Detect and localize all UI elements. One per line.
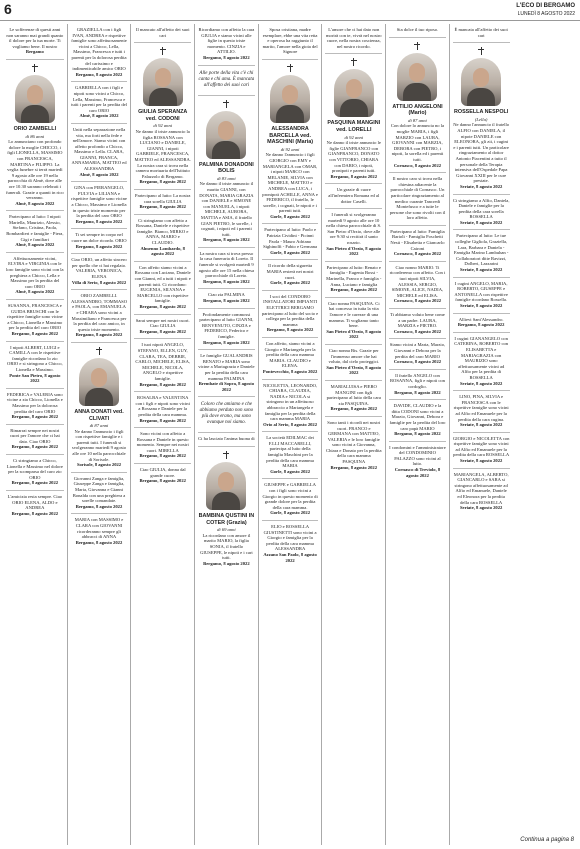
cross-icon — [223, 100, 229, 108]
cross-icon — [223, 451, 229, 459]
condolence-notice — [71, 473, 128, 515]
notice-signature: Seriate, 8 agosto 2022 — [459, 422, 503, 428]
notice-text: Sono tanti i ricordi nei nostri cuori. FRANCO e GERMANA con MATTEO, VALERIA e le loro famiglie sono vicini a Giovanna, Chiara e Donato per la perdita della cara mamma PASQUINA — [326, 419, 382, 465]
obituary-notice — [198, 96, 255, 248]
notice-text: I condomini e l'amministratore del CONDOMINIO PALAZZO sono vicini al lutto. — [389, 444, 446, 467]
condolence-notice — [71, 290, 128, 343]
notice-quote: Alle porte della vita c'è chi canta e chi ama. È mancata all'affetto dei suoi cari — [198, 70, 255, 88]
cross-icon — [414, 42, 420, 50]
notice-signature: Cornasco, 8 agosto 2022 — [393, 328, 442, 334]
notice-text: Sia dolce il tuo riposo. — [396, 27, 439, 32]
notice-signature: Bergamo, 8 agosto 2022 — [394, 431, 441, 437]
condolence-notice — [198, 397, 255, 433]
condolence-notice — [389, 370, 446, 400]
condolence-notice — [262, 24, 319, 60]
condolence-notice — [453, 469, 510, 515]
portrait-photo — [334, 69, 374, 117]
notice-text: La ricordano con amore il marito MARIO, la figlia SONIA, il fratello GIUSEPPE, le nipoti e i cari tutti. — [200, 532, 253, 561]
notice-text: Il nostro caro si trova nella chiesina adiacente la parrocchiale di Cornasco. Un particolare ringraziamento al medico curante Tancredi Montefusco e a tutte le persone che sono rivolti con il loro affetto. — [389, 176, 446, 221]
deceased-age: di 92 anni — [344, 134, 364, 140]
obituary-notice — [198, 447, 255, 570]
condolence-notice — [6, 389, 64, 425]
notice-text: Ciao nonna PASQUINA. Ci hai concesso in tutta la vita l'amore e le carezze di una mamma. Ti vogliamo tanto bene. — [327, 300, 380, 329]
notice-signature: Almè, 8 agosto 2022 — [15, 289, 55, 295]
portrait-photo — [461, 58, 501, 106]
notice-text: Partecipano al lutto: I nipoti Mariella, Maurizio, Alessio, Stefano, Cristina, Paola, Bombardieri e famiglie - Piera, Gigi e familiari — [6, 214, 64, 242]
condolence-notice — [134, 24, 191, 43]
notice-signature: Bergamo, 8 agosto 2022 — [330, 173, 377, 179]
notice-signature: Seriate, 8 agosto 2022 — [459, 458, 503, 464]
condolence-notice — [389, 339, 446, 369]
notice-text: NICOLETTA, LEONARDO, CHIARA, CLAUDIA, NADIA e NICOLA si stringono in un affettuoso abbraccio a Mariangela e famiglia per la perdita della cara mamma MARIA — [263, 382, 318, 422]
notice-text: LINO, PINA, SILVIA e FRANCESCA con le rispettive famiglie sono vicini ad Alfio ed Emanuele per la perdita della cara cugina. — [453, 394, 509, 422]
notice-signature: Bergamo, 8 agosto 2022 — [75, 503, 123, 509]
notice-text: L'amicizia resta sempre. Ciao ORIO ELENA, ALDO e ANDREA — [7, 494, 63, 511]
condolence-notice — [325, 24, 382, 54]
notice-signature: Gorle, 8 agosto 2022 — [270, 468, 310, 474]
notice-text: Ciao ORIO, un affetto sincero per quello che ci hai regalato. VALERIA, VERONICA, ELENA — [71, 257, 127, 279]
column-8 — [449, 24, 513, 845]
newspaper-name: L'ECO DI BERGAMO — [516, 3, 575, 9]
condolence-notice — [453, 391, 510, 433]
condolence-notice — [6, 491, 64, 520]
condolence-notice — [6, 425, 64, 455]
cross-icon — [32, 64, 38, 72]
notice-text: Sarai sempre nei nostri cuori. Ciao GIULIA — [135, 317, 190, 329]
portrait-photo — [397, 53, 437, 101]
condolence-notice — [134, 190, 191, 215]
notice-text: Ciao nonno MARIO. Ti ricorderemo con affetto. Con i tuoi nipoti SILVIA, ALESSIA, SERGIO, SIMONE, ALICE, NADIA, MICHELE ed ELISA. — [389, 264, 446, 298]
condolence-notice — [325, 381, 382, 417]
condolence-notice — [262, 224, 319, 260]
notice-signature: San Pietro d'Orzio, 8 agosto 2022 — [326, 328, 382, 340]
continued-note: Continua a pagina 8 — [520, 837, 574, 843]
notice-text: I cugini ANGELO, MARIA, ROBERTO, GIUSEPPE e ANTONELLA con rispettive famiglie ricordano Rossella. — [454, 280, 508, 303]
notice-text: Ne danno l'annuncio i figli con rispettive famiglie e i parenti tutti. I funerali si svolgeranno martedì 9 agosto alle ore 10 nella parrocchiale di Sorisole. — [71, 428, 127, 462]
notice-signature: Ponte San Pietro, 8 agosto 2022 — [9, 372, 61, 384]
notice-text: La società EDILMAC dei F.LLI MACCARELLI, partecipa al lutto della famiglia Maschini per la perdita della cara mamma MARIA — [266, 435, 314, 469]
condolence-notice — [325, 184, 382, 209]
column-1 — [3, 24, 67, 845]
obituary-notice — [6, 60, 64, 211]
condolence-notice — [134, 315, 191, 340]
condolence-notice — [262, 479, 319, 521]
condolence-notice — [71, 124, 128, 182]
portrait-photo — [270, 75, 310, 123]
notice-signature: Bergamo, 8 agosto 2022 — [11, 444, 59, 450]
notice-signature: Seriate, 8 agosto 2022 — [459, 219, 503, 225]
condolence-notice — [325, 209, 382, 262]
notice-text: Allievi Sant'Alessandro. — [458, 316, 504, 322]
notice-text: SUSANNA, FRANCESCA e GUIDA BRUSCHI con le rispettive famiglie sono vicine a Chicco, Lionella e Massimo per la perdita del caro ORIO — [6, 303, 63, 331]
notice-signature: Bergamo, 8 agosto 2022 — [203, 278, 250, 284]
notice-text: MARIA con MASSIMO e CLARA con GIOVANNI ricorderanno sempre gli abbracci di ANNA — [74, 517, 124, 540]
deceased-name: GIULIA SPERANZA ved. CODONI — [138, 109, 188, 122]
notice-text: Ciao GIULIA, donna dal grande cuore. — [139, 467, 186, 478]
condolence-notice — [453, 333, 510, 391]
deceased-age: di 92 anni — [153, 123, 173, 129]
notice-signature: Bergamo, 8 agosto 2022 — [139, 179, 186, 185]
deceased-age: di 69 anni — [217, 527, 236, 533]
column-3 — [130, 24, 194, 845]
notice-text: Ciao zia PALMINA — [207, 292, 245, 298]
condolence-notice — [71, 182, 128, 229]
notice-text: Ne danno l'annuncio i figli GIORGIO con EMY e MARIANGELA con OMAR, i nipoti MARCO con MELANIE, SILVIA con MICHELE, MATTEO e ANDREA con LUCA, i pronipoti ACHILLE, ANNA e FEDERICO, il fratello, le sorelle, i cognati, le nipoti e i parenti tutti. — [262, 152, 318, 214]
portrait-photo — [206, 462, 246, 510]
deceased-name: ALESSANDRA BARCELLA ved. MASCHINI (Maria) — [267, 125, 313, 146]
notice-text: Il ricordo della sigaretta MARIA resterà nei nostri cuori. — [266, 263, 314, 280]
notice-text: Partecipano al lutto: Le tue colleghe Gigliola, Graziella, Lara, Barbara e Daniela - Famiglia Marino Lambuhan - Collaboratori ditte Ravizzi, Dolberi, Lazzarini — [453, 233, 509, 267]
condolence-notice — [6, 342, 64, 389]
notice-text: Le famiglie GUALANDRIS BENATO e MARIA sono vicine a Mariagrazia e Daniele per la perdita della cara mamma PALMINA — [198, 353, 255, 381]
notice-signature: Seriate, 8 agosto 2022 — [459, 303, 503, 308]
notice-signature: Almè, 8 agosto 2022 — [79, 113, 119, 119]
notice-text: È mancata all'affetto dei suoi cari — [454, 27, 508, 38]
deceased-name: ATTILIO ANGELONI (Mario) — [392, 103, 443, 117]
notice-signature: Seriate, 8 agosto 2022 — [459, 267, 503, 273]
notice-signature: Almè, 8 agosto 2022 — [15, 242, 55, 248]
cross-icon — [478, 47, 484, 55]
notice-quote: Coloro che amiamo e che abbiamo perduto non sono più dove erano, ma sono ovunque noi siamo. — [199, 402, 254, 426]
notice-signature: Bergamo, 8 agosto 2022 — [139, 453, 186, 459]
notice-text: Ne danno il triste annuncio la figlia ROSSANA con LUCIANO e DANIELE, GIANNI, i nipoti GABRIELE, FRANCESCA, MATTEO ed ALESSANDRA. La nostra cara si trova nella camera mortuaria dell'Istituto Palazzolo di Bergamo. — [134, 128, 191, 179]
notice-signature: Seriate, 8 agosto 2022 — [459, 505, 503, 511]
notice-signature: Cornasco di Treviolo, 8 agosto 2022 — [394, 467, 441, 478]
notice-text: ROSALBA e VALENTINA con i figli e nipoti sono vicini a Rossana e Daniele per la perdita della cara mamma. — [135, 395, 190, 417]
condolence-notice — [6, 253, 64, 300]
notice-signature: Bergamo, 8 agosto 2022 — [11, 414, 59, 420]
notice-signature: Brembate di Sopra, 8 agosto 2022 — [198, 381, 255, 392]
notice-text: MARIALUISA e PIERO MANGINI con figli partecipano al lutto della cara zia PASQUINA. — [326, 383, 381, 406]
deceased-age: di 87 anni — [408, 117, 427, 123]
condolence-notice — [389, 442, 446, 483]
column-6 — [321, 24, 385, 845]
condolence-notice — [71, 82, 128, 124]
portrait-photo — [15, 75, 55, 123]
condolence-notice — [453, 433, 510, 469]
condolence-notice — [134, 428, 191, 464]
notice-signature: Bergamo, 8 agosto 2022 — [75, 243, 123, 249]
notice-signature: Cornasco, 8 agosto 2022 — [393, 298, 442, 304]
notice-signature: Cornasco, 8 agosto 2022 — [393, 359, 442, 365]
deceased-name: BAMBINA QUSTINI IN COTER (Grazia) — [198, 512, 255, 526]
notice-signature: Bergamo, 8 agosto 2022 — [139, 478, 186, 484]
notice-text: Ci ha lasciato l'anima buona di — [198, 436, 255, 442]
notice-signature: Bergamo, 8 agosto 2022 — [330, 464, 377, 470]
notice-text: Partecipano al lutto: La nostra cara sorella GIULIA — [135, 192, 191, 204]
condolence-notice — [325, 417, 382, 474]
obituary-notice — [262, 60, 319, 225]
notice-text: Ricordiamo con affetto la cara GIULIA e siamo vicini alle figlie in questo triste momento. CINZIA e ATTILIO. — [198, 27, 255, 55]
notice-signature: Bergamo, 8 agosto 2022 — [139, 328, 186, 334]
notice-signature: Bergamo, 8 agosto 2022 — [139, 304, 186, 309]
notice-signature: Seriate, 8 agosto 2022 — [459, 183, 503, 189]
cross-icon — [160, 47, 166, 55]
condolence-notice — [389, 309, 446, 339]
notice-signature: Bergamo, 8 agosto 2022 — [139, 381, 186, 387]
notice-text: Ti sei sempre in corpo nel cuore un dolce ricordo. ORIO — [71, 232, 127, 243]
notice-signature: Sorisole, 8 agosto 2022 — [76, 462, 122, 468]
notice-signature: Bergamo, 8 agosto 2022 — [11, 510, 59, 516]
page-number: 6 — [4, 1, 12, 17]
deceased-age: di 83 anni — [217, 175, 236, 181]
condolence-notice — [134, 392, 191, 428]
condolence-notice — [71, 24, 128, 82]
notice-text: GRAZIELLA con i figli IVAN, ANDREA e rispettive famiglie sono affettuosamente vicini a Chicco, Lella, Massimo, Francesca e tutti i parenti per la dolorosa perdita del carissimo e indimenticabile amico ORIO — [71, 27, 127, 72]
obituary-notice — [134, 43, 191, 190]
notice-text: Profondamente commossi partecipano al lutto GIANNI, BENVENUTO, CINZIA e FEDERICO, Federico e famiglie. — [199, 311, 254, 339]
condolence-notice — [71, 229, 128, 254]
portrait-photo — [79, 358, 119, 406]
condolence-notice — [6, 300, 64, 342]
notice-text: Uniti nella separazione nella vita, ma forti nella fede e nell'amore. Siamo vicini con affetto profondo a Chicco, Massimo e Lella. CLARA, GIANNI, FRANCA, ANNAMARIA, MATTEO ed ALESSANDRA — [71, 126, 127, 172]
deceased-name: ANNA DONATI ved. CLIVATI — [74, 408, 124, 422]
notice-signature: Bergamo, 8 agosto 2022 — [75, 71, 123, 77]
column-4 — [194, 24, 258, 845]
notice-signature: Bergamo, 8 agosto 2022 — [139, 417, 186, 423]
notice-text: Lo annunciano con profondo dolore la moglie CHICCO, i figli LIONELLA, MASSIMO con FRANCESCA, MARTINA e FILIPPO. La veglia funebre si terrà martedì 9 agosto alle ore 19 nella parrocchia di Almè, dove alle ore 10.30 saranno celebrati i funerali. Grazie a quanti in rico verranno. — [6, 139, 64, 201]
condolence-notice — [262, 338, 319, 380]
notice-signature: Gorle, 8 agosto 2022 — [270, 280, 310, 286]
column-7 — [385, 24, 449, 845]
notice-signature: Almè, 8 agosto 2022 — [15, 200, 55, 206]
notice-text: Un grazie di cuore all'infermiera Romana ed al dottor Caselli. — [328, 187, 380, 204]
page-header — [0, 0, 580, 21]
notice-signature: Gorle, 8 agosto 2022 — [270, 213, 310, 219]
notice-signature: Bergamo, 8 agosto 2022 — [203, 54, 250, 60]
obituary-notice — [453, 43, 510, 194]
notice-text: Sono vicini con affetto a Rossana e Daniele in questo momento. Sempre nei nostri cuori. MIRELLA — [136, 431, 189, 453]
notice-text: I nipoti ALBERT, LUIGI e CAMILLA con le rispettive famiglie ricordano lo zio ORIO e si stringono a Chicco, Lionella e Massimo. — [7, 344, 63, 372]
condolence-notice — [389, 173, 446, 226]
deceased-name: ORIO ZAMBELLI — [13, 125, 57, 132]
column-2 — [67, 24, 131, 845]
obituary-notice — [389, 38, 446, 174]
condolence-notice — [262, 521, 319, 567]
notice-signature: Almè, 8 agosto 2022 — [79, 171, 119, 177]
condolence-notice — [6, 24, 64, 60]
notice-text: I cugini GIANANGELO con CATERINA, ROBERTO con ELISABETTA e MARIAGRAZIA con MAURIZIO sono affettuosamente vicini ad Alfio per la perdita di ROSSELLA — [454, 335, 509, 380]
notice-text: DAVIDE, CLAUDIO e la ditta CODONI sono vicini a Marzio, Giovanni, Debora e famiglie per la perdita del loro caro papà MARIO — [389, 403, 446, 431]
portrait-photo — [206, 111, 246, 159]
notice-text: L'amore che ci hai dato non morirà con te, vivrà nel nostro cuore, nella nostra coscienza, nel nostro ricordo. — [325, 27, 382, 49]
newspaper-masthead — [516, 2, 575, 18]
notice-signature: Bergamo, 8 agosto 2022 — [203, 339, 250, 345]
notice-text: Il fratello ANGELO con ROSANNA, figli e nipoti con cordoglio. — [389, 372, 445, 389]
notice-signature: Bergamo — [25, 49, 44, 55]
deceased-age: di 87 anni — [89, 423, 109, 429]
notice-signature: Orio al Serio, 8 agosto 2022 — [263, 421, 318, 427]
condolence-notice — [198, 248, 255, 290]
notice-text: Siamo vicini a Maria, Marzio, Giovanni e Debora per la perdita del caro MARIO — [389, 342, 446, 359]
cross-icon — [287, 64, 293, 72]
notice-signature: Bergamo, 8 agosto 2022 — [75, 218, 123, 224]
notice-signature: Gorle, 8 agosto 2022 — [270, 510, 310, 516]
notice-text: ORIO ZAMBELLI. ALESSANDRO, TOMMASO e PAOLA, con EMANUELA e CHIARA sono vicini a Massimiliano e Francesca per la perdita del caro amico, in questo triste momento. — [71, 293, 128, 332]
condolence-notice — [71, 254, 128, 290]
notice-text: I tuoi nipoti ANGELO, STEFANO, ELLEN, GUY, CLARA, TEA, DEBBIE, CARLO, MICHELE, ELISA, MICHELE, NICOLA, ANGELO e rispettive famiglie. — [135, 342, 191, 381]
condolence-notice — [134, 262, 191, 315]
notice-signature: Almenno Lombardo, 8 agosto 2022 — [140, 245, 185, 257]
notice-text: Ci stringiamo a Alfio, Daniela, Daniele e famiglie per la perdita della cara sorella ROSSELLA — [452, 197, 510, 220]
condolence-notice — [134, 464, 191, 488]
issue-date: LUNEDÌ 8 AGOSTO 2022 — [517, 11, 575, 17]
notice-text: Partecipano al lutto: Paolo e Patrizia Cividini - Picinni Paola - Mauro Adriano Sighinolfi - Fabio e Germana — [263, 227, 318, 250]
notice-text: MARIANGELA, ALBERTO, GIANCARLO e SARA si stringono affettuosamente ad Alfio ed Emanuele, Daniele ed Eleonora per la perdita della cara ROSSELLA — [453, 471, 509, 505]
condolence-notice — [453, 278, 510, 314]
deceased-name: PALMINA DONADONI BOLIS — [199, 161, 254, 175]
notice-text: I funerali si svolgeranno martedì 9 agosto alle ore 10 nella chiesa parrocchiale di S. San Pietro d'Orzio, dove alle ore 9:30 si recitirà il santo rosario. — [326, 212, 382, 246]
condolence-notice — [134, 339, 191, 392]
condolence-notice — [389, 400, 446, 442]
condolence-notice — [6, 211, 64, 253]
deceased-age: di 86 anni — [25, 133, 45, 139]
notice-text: Ne danno l'annuncio il fratello ALFIO con DANIELA, il nipote DANIELE con ELEONORA, gli zii, i cugini e i parenti tutti. Un particolare ringraziamento al dottor Antonio Piacentini a tutto il personale della Terapia intensiva dell'Ospedale Papa Giovanni XXIII per le cure prestate. — [453, 122, 510, 184]
notice-text: Giovanni Zanga e famiglia, Giuseppe Zanga e famiglia, Maria, Giovanna e Gianni Bonalda con una preghiera a sorelle comandate. — [72, 475, 126, 504]
notice-signature: Bergamo, 8 agosto 2022 — [394, 389, 441, 395]
condolence-notice — [198, 350, 255, 397]
notice-signature: San Pietro d'Orzio, 8 agosto 2022 — [326, 364, 382, 376]
notice-text: Con affetto siamo vicini a Rossana con Luciano, Daniele con Gianni, ed a tutti i nipoti e parenti tutti. Ci ricordano: EUGENIA, SILVANA e MARCELLO con rispettive famiglie. — [134, 264, 191, 304]
condolence-notice — [262, 291, 319, 338]
notice-signature: Bergamo, 8 agosto 2022 — [457, 322, 505, 328]
notice-text: GIUSEPPE e GABRIELLA con i figli sono vicini a Giorgio in questo momento di grande dolore per la perdita della cara mamma. — [262, 482, 318, 510]
cross-icon — [96, 347, 102, 355]
condolence-notice — [198, 289, 255, 308]
notice-text: GINA con PIERANGELO, FULVIA e LILIANA e rispettive famiglie sono vicine a Chicco, Massimo e Lionella in questo triste momento per la perdita del caro ORIO — [71, 185, 127, 219]
obituary-notice — [71, 343, 128, 473]
notice-text: Ne danno il triste annuncio il marito GIANNI, con DONATA, MARIA GRAZIA con DANIELE e SIMONE con MANUELA, i nipoti MICHELE, AURORA, MATTIA e ASIA, il fratello GIAN PIETRO, le sorelle, i cognati, i nipoti ed i parenti tutti. — [199, 181, 254, 237]
notice-text: Ti abbiamo voluto bene come a un padre. LAURA, MARZIA e PIETRO. — [390, 312, 445, 329]
notice-signature: Bergamo, 8 agosto 2022 — [75, 539, 123, 545]
condolence-notice — [389, 24, 446, 38]
notice-text: FEDERICA e VALERIA sono vicine a zia Chicco, Lionella e Massimo per la dolorosa perdita del caro ORIO — [6, 391, 63, 414]
condolence-notice — [198, 433, 255, 447]
deceased-age: (Lella) — [474, 116, 488, 122]
notice-text: Partecipano al lutto: Renato e famiglia - Eugenia Bossi - Marinella, Franco e famiglia - Anna, Luciano e famiglia — [326, 264, 382, 287]
notice-text: Affettuosamente vicini, ELVIRA e VIRGINIA con le loro famiglie sono vicini con la preghiera a Chicco, Lella e Massimo per la perdita del caro ORIO — [6, 255, 64, 289]
notice-text: La nostra cara si trova presso la casa funeraria di Loreto. Il funerale si svolgerà martedì 9 agosto alle ore 15 nella chiesa parrocchiale di Loreto. — [198, 250, 255, 279]
notice-signature: San Pietro d'Orzio, 8 agosto 2022 — [326, 245, 382, 257]
condolence-notice — [262, 380, 319, 433]
condolence-notice — [325, 298, 382, 345]
notice-text: Ne danno il triste annuncio le figlie GIANFRANCO con GIANFRANCO, DONATO con VITTORIO, CHIARA con DARIO, i nipoti, pronipoti e parenti tutti. — [326, 140, 381, 174]
condolence-notice — [198, 309, 255, 351]
condolence-notice — [389, 226, 446, 262]
condolence-notice — [6, 455, 64, 491]
notice-signature: Bergamo, 8 agosto 2022 — [11, 480, 59, 486]
notice-signature: Gorle, 8 agosto 2022 — [270, 249, 310, 255]
obituary-notice — [325, 54, 382, 184]
cross-icon — [351, 58, 357, 66]
condolence-notice — [71, 514, 128, 549]
condolence-notice — [453, 195, 510, 231]
notice-signature: Seriate, 8 agosto 2022 — [459, 380, 503, 386]
notice-signature: Bergamo, 8 agosto 2022 — [139, 204, 186, 210]
deceased-name: PASQUINA MANGINI ved. LORELLI — [327, 120, 381, 133]
notice-signature: Cornasco, 8 agosto 2022 — [393, 162, 442, 168]
notice-signature: Bergamo, 8 agosto 2022 — [330, 406, 377, 412]
notice-text: Con affetto, siamo vicini a Giorgio e Mariangela per la perdita della cara mamma MARIA. CLAUDIO e ELENA. — [264, 340, 316, 369]
deceased-name: ROSSELLA NESPOLI — [454, 109, 509, 116]
notice-signature: Bergamo, 8 agosto 2022 — [75, 332, 123, 338]
condolence-notice — [453, 24, 510, 43]
notice-signature: Azzano San Paolo, 8 agosto 2022 — [263, 551, 317, 563]
notice-text: Ci stringiamo a Chicco, Lionella e Massimo nel dolore per la scomparsa del caro zio ORIO — [6, 458, 63, 480]
column-5 — [258, 24, 322, 845]
condolence-notice — [325, 345, 382, 381]
notice-signature: Bergamo, 8 agosto 2022 — [203, 560, 250, 566]
notice-text: GIORGIO e NICOLETTA con rispettive famiglie sono vicini ad Alfio ed Emanuele per la perdita della cara ROSSELLA — [452, 435, 510, 458]
notice-signature: Villa di Serio, 8 agosto 2022 — [71, 279, 127, 285]
notice-text: Con dolore lo annuncia no la moglie MARIA, i figli MARZIO con LAURA, GIOVANNI con MARZIA, DEBORA con PIETRO, i nipoti, la sorella ed i parenti tutti. — [390, 123, 445, 162]
notice-signature: Bergamo, 8 agosto 2022 — [203, 298, 250, 304]
notice-text: Sposa cristiana, madre esemplare, ebbe una vita retta e operosa ha raggiunto il marito, l'amore nella gioia del Signore — [262, 27, 318, 55]
obituary-columns — [3, 24, 577, 845]
notice-text: Il mancato all'affetto dei suoi cari — [135, 27, 190, 38]
condolence-notice — [198, 66, 255, 96]
condolence-notice — [262, 260, 319, 290]
notice-signature: Bergamo, 8 agosto 2022 — [330, 287, 377, 293]
notice-text: I soci del CONDORO INSTALLATORI IMPIANTI ELETTRICI BERGAMO partecipano al lutto del socio e collega per la perdita della mamma — [261, 293, 319, 327]
portrait-photo — [143, 58, 183, 106]
condolence-notice — [325, 262, 382, 298]
condolence-notice — [389, 262, 446, 309]
condolence-notice — [134, 215, 191, 262]
notice-text: GABRIELLA con i figli e nipoti sono vicini a Chicco, Lella, Massimo, Francesca e tutti i parenti per la perdita del caro ORIO — [71, 85, 127, 113]
notice-text: Partecipano al lutto: Famiglia Barioli - Famiglia Foschetti Nesti - Elisabetta e Giancarlo Caironi — [390, 228, 445, 251]
notice-signature: Cornasco, 8 agosto 2022 — [393, 251, 442, 257]
notice-text: Ciao nonna Bis. Grazie per l'immenso amore che hai voluto, dal cielo proteggici. — [328, 347, 380, 365]
notice-signature: Bergamo, 8 agosto 2022 — [11, 330, 59, 336]
notice-text: Rimarrai sempre nei nostri cuori per l'amore che ci hai dato. Ciao ORIO — [9, 427, 60, 444]
condolence-notice — [453, 230, 510, 277]
notice-text: Ci stringiamo con affetto a Rossana, Daniele e rispettive famiglie. Bianco, MIRKO e ANNA, MARIO e CLAUDIO. — [136, 217, 190, 246]
condolence-notice — [262, 432, 319, 479]
notice-signature: Bergamo, 8 agosto 2022 — [266, 327, 314, 333]
deceased-age: di 92 anni — [280, 146, 300, 152]
condolence-notice — [453, 314, 510, 333]
notice-text: ELIO e ROSSELLA GIUSTINETTI sono vicini a Giorgio e famiglia per la perdita della cara mamma ALESSANDRA — [263, 524, 317, 552]
notice-text: Le sofferenze di questi anni non saranno mai grandi quanto il dolore per la tua morte. Ti vogliamo bene. Il nostro — [6, 27, 64, 49]
notice-signature: Bergamo, 8 agosto 2022 — [203, 237, 250, 243]
condolence-notice — [198, 24, 255, 66]
notice-signature: Pontevecchio, 8 agosto 2022 — [262, 368, 318, 374]
